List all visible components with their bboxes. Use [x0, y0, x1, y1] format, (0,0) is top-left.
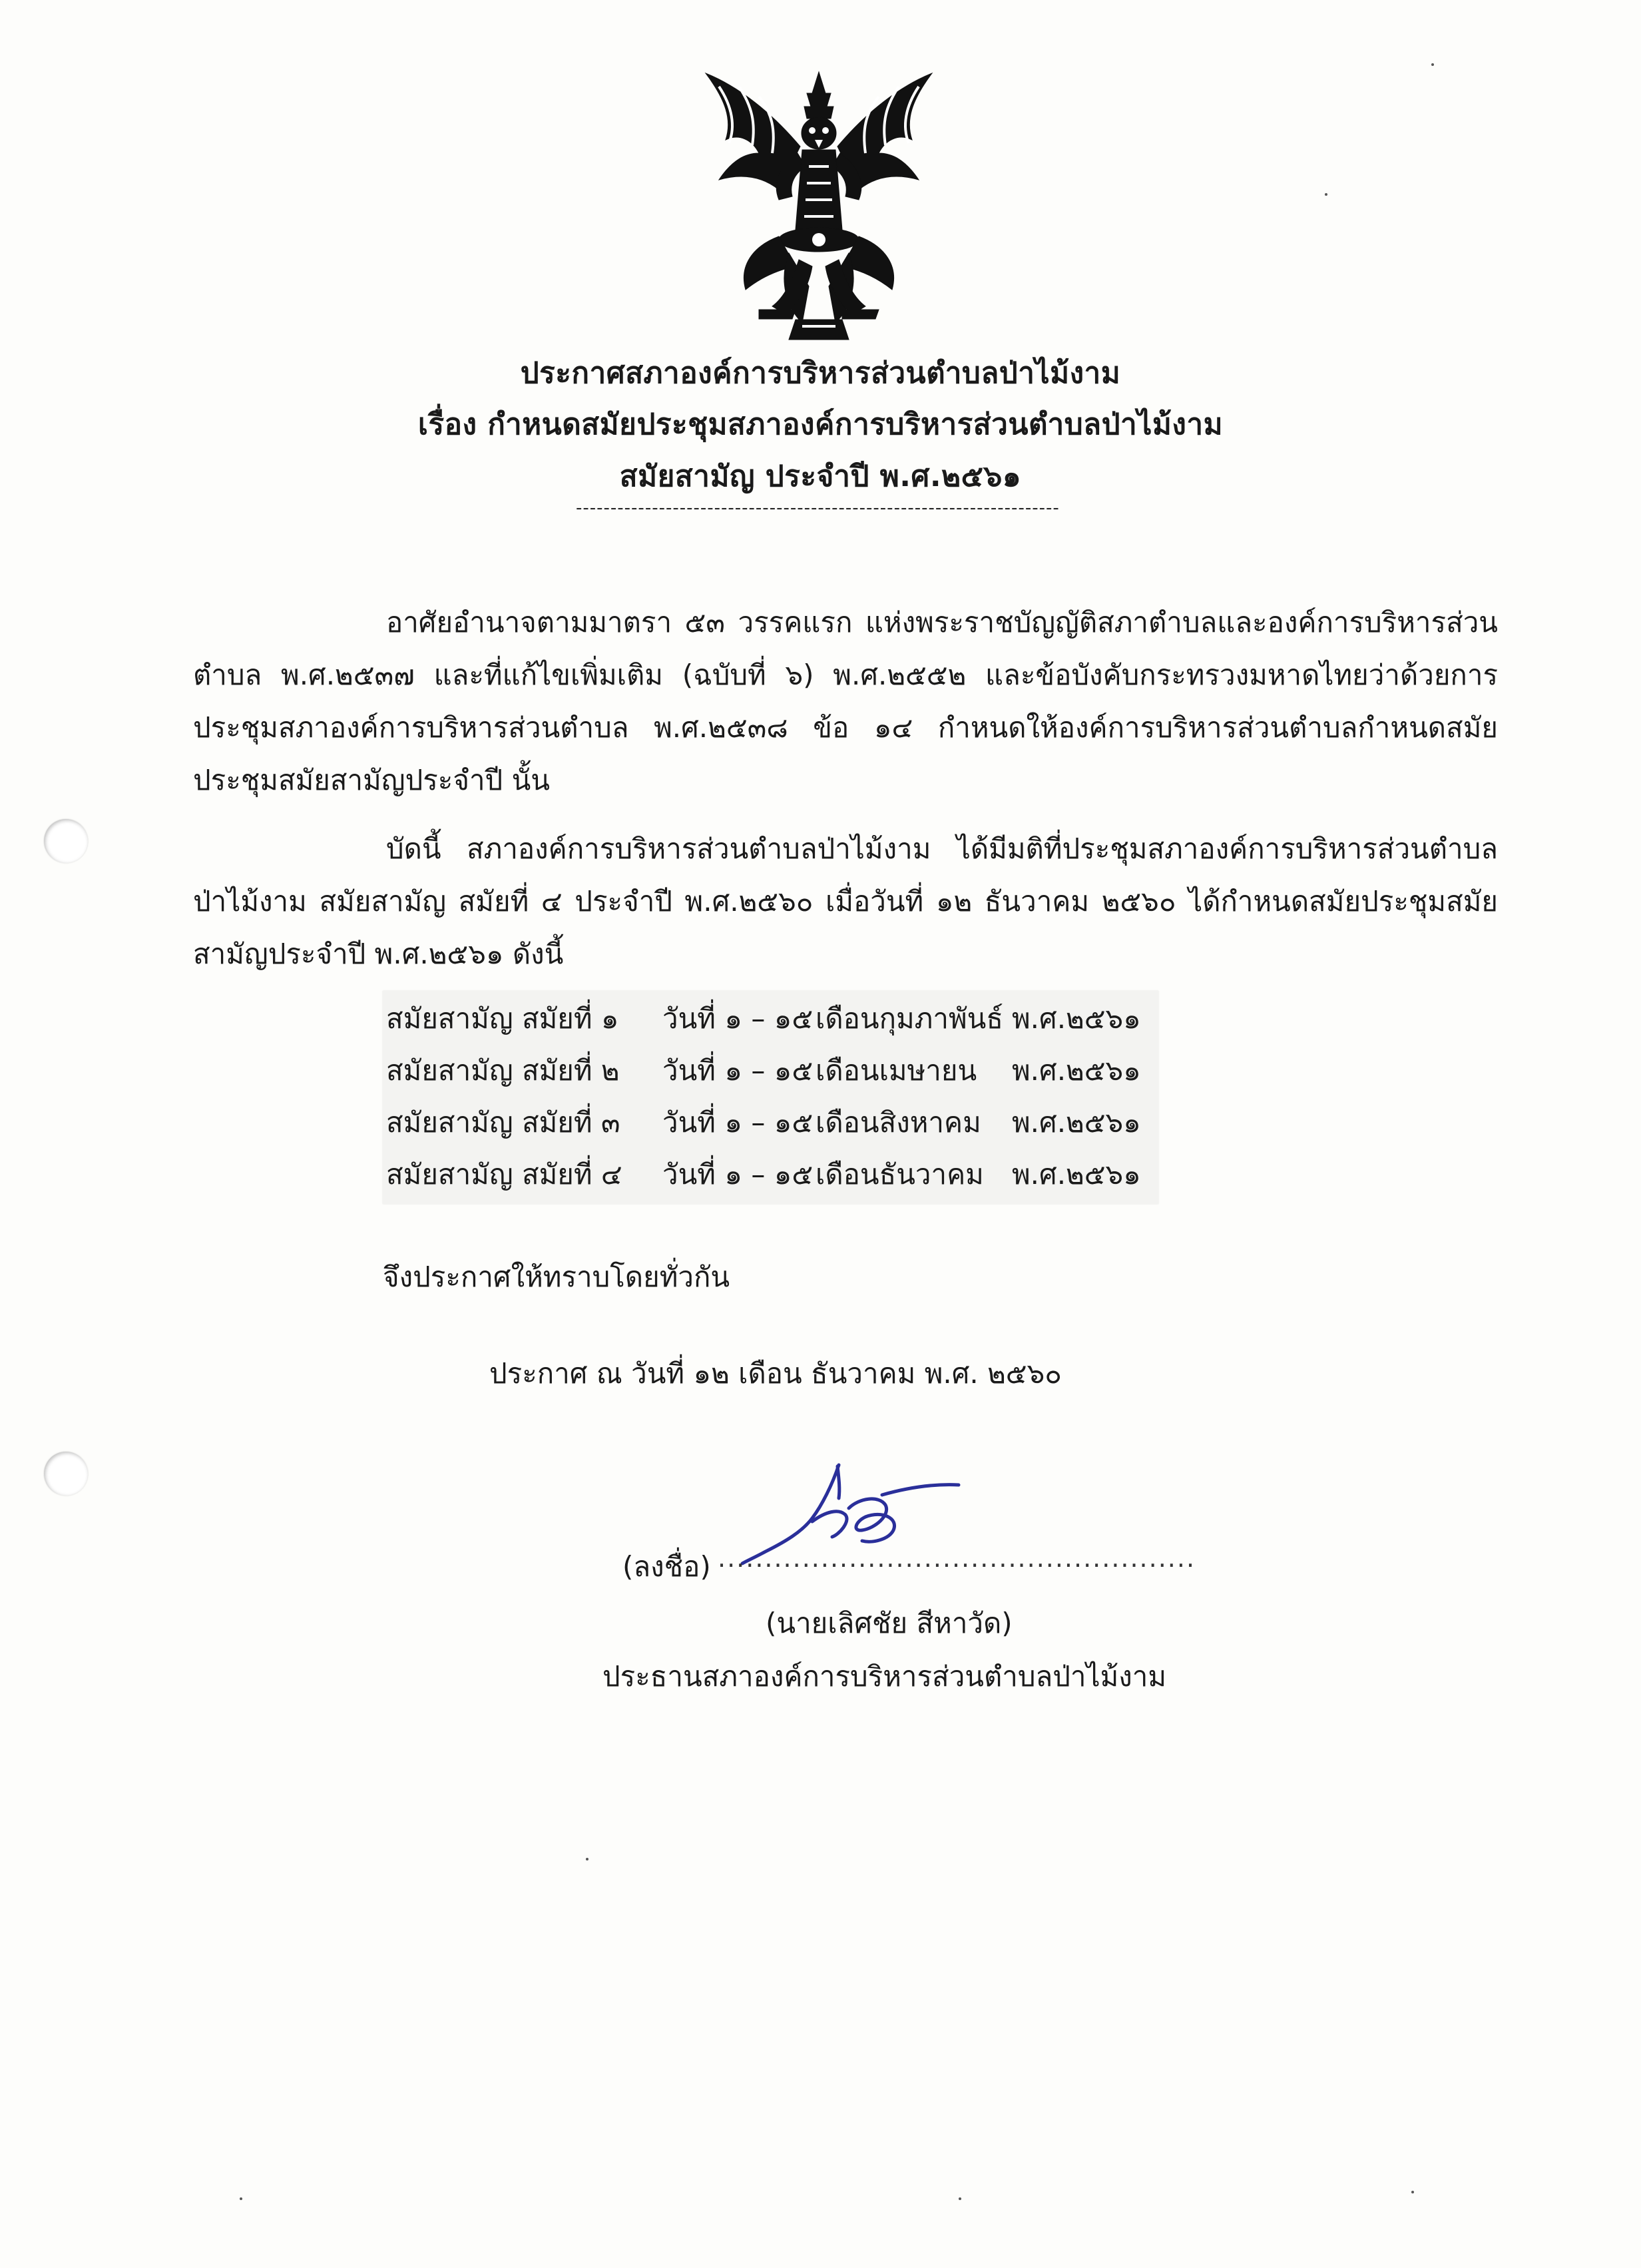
schedule-session: สมัยสามัญ สมัยที่ ๒ [386, 1054, 620, 1087]
paragraph-authority [193, 596, 1498, 806]
schedule-session: สมัยสามัญ สมัยที่ ๓ [386, 1106, 620, 1139]
garuda-emblem-icon [679, 67, 959, 346]
announcement-session-year: สมัยสามัญ ประจำปี พ.ศ.๒๕๖๑ [619, 459, 1022, 493]
schedule-month: เดือนสิงหาคม [816, 1106, 981, 1139]
schedule-month: เดือนกุมภาพันธ์ [816, 1002, 1003, 1035]
schedule-session: สมัยสามัญ สมัยที่ ๔ [386, 1158, 622, 1191]
schedule-session: สมัยสามัญ สมัยที่ ๑ [386, 1002, 619, 1035]
session-schedule [383, 991, 1158, 1204]
paper-speck [1325, 193, 1327, 196]
schedule-year: พ.ศ.๒๕๖๑ [1012, 1106, 1141, 1139]
schedule-days: วันที่ ๑ – ๑๕ [662, 1106, 814, 1139]
signer-position: ประธานสภาองค์การบริหารส่วนตำบลป่าไม้งาม [602, 1660, 1167, 1693]
paragraph-resolution-text: บัดนี้ สภาองค์การบริหารส่วนตำบลป่าไม้งาม ได้มีมติที่ประชุมสภาองค์การบริหารส่วนตำบลป่าไม้งาม สมัยสามัญ สมัยที่ ๔ ประจำปี พ.ศ.๒๕๖๐ เมื่อวันที่ ๑๒ ธันวาคม ๒๕๖๐ ได้กำหนดสมัยประชุมสมัยสามัญประจำปี พ.ศ.๒๕๖๑ ดังนี้ [193, 832, 1498, 970]
signature-label: (ลงชื่อ) [622, 1550, 711, 1583]
paper-speck [1411, 2191, 1414, 2193]
announcement-title: ประกาศสภาองค์การบริหารส่วนตำบลป่าไม้งาม [520, 356, 1121, 390]
schedule-year: พ.ศ.๒๕๖๑ [1012, 1002, 1141, 1035]
schedule-year: พ.ศ.๒๕๖๑ [1012, 1158, 1141, 1191]
schedule-year: พ.ศ.๒๕๖๑ [1012, 1054, 1141, 1087]
paragraph-resolution [193, 822, 1498, 980]
schedule-days: วันที่ ๑ – ๑๕ [662, 1002, 814, 1035]
paper-speck [586, 1858, 588, 1860]
signature-line: ................................................... [718, 1544, 1196, 1573]
binder-hole-bottom [44, 1452, 88, 1496]
paper-speck [240, 2197, 242, 2200]
announcement-subject: เรื่อง กำหนดสมัยประชุมสภาองค์การบริหารส่วนตำบลป่าไม้งาม [417, 408, 1224, 441]
paragraph-authority-text: อาศัยอำนาจตามมาตรา ๕๓ วรรคแรก แห่งพระราชบัญญัติสภาตำบลและองค์การบริหารส่วนตำบล พ.ศ.๒๕๓๗ และที่แก้ไขเพิ่มเติม (ฉบับที่ ๖) พ.ศ.๒๕๕๒ และข้อบังคับกระทรวงมหาดไทยว่าด้วยการประชุมสภาองค์การบริหารส่วนตำบล พ.ศ.๒๕๓๘ ข้อ ๑๔ กำหนดให้องค์การบริหารส่วนตำบลกำหนดสมัยประชุมสมัยสามัญประจำปี นั้น [193, 606, 1498, 796]
title-separator: ---------------------------------------------------------------------- [576, 498, 1060, 518]
announce-date: ประกาศ ณ วันที่ ๑๒ เดือน ธันวาคม พ.ศ. ๒๕๖๐ [489, 1357, 1062, 1390]
paper-speck [959, 2197, 961, 2200]
schedule-days: วันที่ ๑ – ๑๕ [662, 1054, 814, 1087]
schedule-days: วันที่ ๑ – ๑๕ [662, 1158, 814, 1191]
paper-speck [1431, 63, 1434, 66]
binder-hole-top [44, 819, 88, 863]
announce-to-all: จึงประกาศให้ทราบโดยทั่วกัน [383, 1261, 730, 1293]
schedule-month: เดือนธันวาคม [816, 1158, 984, 1191]
signer-name: (นายเลิศชัย สีหาวัด) [766, 1607, 1013, 1639]
schedule-month: เดือนเมษายน [816, 1054, 977, 1087]
